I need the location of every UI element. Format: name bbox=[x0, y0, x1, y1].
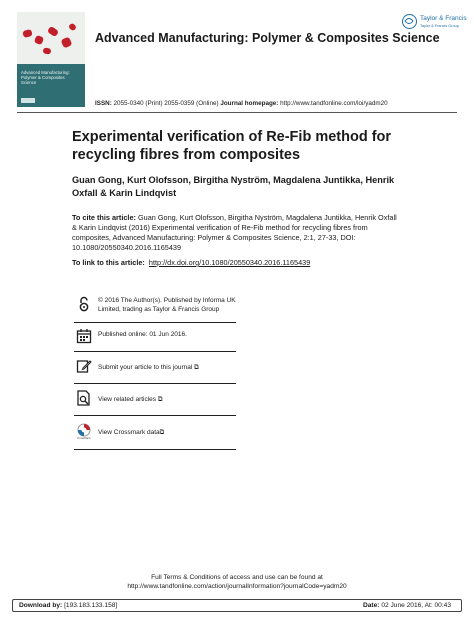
cover-publisher-logo bbox=[21, 98, 35, 103]
cover-fibre-shape bbox=[61, 37, 73, 49]
related-articles-label: View related articles bbox=[98, 396, 157, 403]
journal-cover-image bbox=[17, 12, 85, 107]
external-link-icon: ⧉ bbox=[194, 364, 199, 371]
external-link-icon: ⧉ bbox=[157, 396, 163, 403]
related-articles-link[interactable] bbox=[98, 396, 238, 405]
cover-fibre-shape bbox=[43, 47, 52, 54]
article-authors: Guan Gong, Kurt Olofsson, Birgitha Nyström, Magdalena Juntikka, Henrik Oxfall & Karin Lindqvist bbox=[72, 175, 395, 198]
download-by bbox=[19, 602, 117, 609]
open-access-icon bbox=[76, 296, 92, 312]
license-text: © 2016 The Author(s). Published by Informa UK Limited, trading as Taylor & Francis Group bbox=[98, 297, 236, 313]
link-label: To link to this article: bbox=[72, 258, 145, 267]
header-divider bbox=[17, 112, 457, 113]
journal-title: Advanced Manufacturing: Polymer & Composites Science bbox=[95, 31, 440, 45]
citation-label: To cite this article: bbox=[72, 213, 136, 222]
citation-text: Guan Gong, Kurt Olofsson, Birgitha Nyström, Magdalena Juntikka, Henrik Oxfall & Karin Lindqvist (2016) Experimental verification of Re-Fib method for recycling fibres from composites, Advanced Manufacturing: Polymer & Composites Science, 2:1, 27-33, DOI: 10.1080/20550340.2016.1165439 bbox=[72, 213, 397, 252]
issn-label: ISSN: bbox=[95, 100, 112, 107]
citation-block bbox=[72, 213, 400, 253]
related-articles-icon bbox=[76, 390, 92, 406]
homepage-label: Journal homepage: bbox=[220, 100, 279, 107]
edit-icon bbox=[76, 358, 92, 374]
cover-fibre-shape bbox=[47, 26, 59, 37]
download-ip: [193.183.133.158] bbox=[62, 602, 118, 609]
cover-title: Advanced Manufacturing: Polymer & Composites Science bbox=[21, 70, 70, 85]
info-divider bbox=[74, 383, 236, 384]
terms-footer bbox=[17, 573, 457, 591]
crossmark-icon bbox=[76, 423, 92, 439]
date-value: 02 June 2016, At: 00:43 bbox=[379, 602, 451, 609]
published-date: Published online: 01 Jun 2016. bbox=[98, 331, 187, 338]
calendar-icon bbox=[76, 328, 92, 344]
info-divider bbox=[74, 351, 236, 352]
publisher-circle-icon bbox=[402, 14, 417, 29]
publisher-subtitle: Taylor & Francis Group bbox=[420, 24, 459, 28]
info-divider bbox=[74, 449, 236, 450]
date-label: Date: bbox=[363, 602, 380, 609]
cover-fibre-shape bbox=[22, 29, 33, 38]
publisher-name: Taylor & Francis bbox=[420, 15, 467, 22]
download-date bbox=[363, 602, 451, 609]
terms-text: Full Terms & Conditions of access and use can be found at bbox=[151, 574, 323, 581]
external-link-icon: ⧉ bbox=[159, 429, 165, 436]
info-divider bbox=[74, 415, 236, 416]
submit-article-label: Submit your article to this journal bbox=[98, 364, 193, 371]
issn-text: 2055-0340 (Print) 2055-0359 (Online) bbox=[111, 100, 221, 107]
cover-photo bbox=[17, 12, 85, 64]
issn-line bbox=[95, 100, 388, 107]
publisher-logo[interactable] bbox=[402, 12, 468, 34]
article-doi-link[interactable]: http://dx.doi.org/10.1080/20550340.2016.1165439 bbox=[148, 258, 311, 267]
crossmark-label: View Crossmark data bbox=[98, 429, 160, 436]
cover-fibre-shape bbox=[68, 22, 77, 31]
homepage-link[interactable]: http://www.tandfonline.com/loi/yadm20 bbox=[278, 100, 388, 107]
submit-article-link[interactable] bbox=[98, 364, 238, 373]
download-label: Download by: bbox=[19, 602, 63, 609]
article-link-line bbox=[72, 258, 402, 268]
info-divider bbox=[74, 322, 236, 323]
cover-fibre-shape bbox=[34, 35, 44, 45]
crossmark-logo-text: CrossMark bbox=[77, 436, 91, 439]
terms-link[interactable]: http://www.tandfonline.com/action/journalInformation?journalCode=yadm20 bbox=[127, 583, 347, 590]
article-title: Experimental verification of Re-Fib method for recycling fibres from composites bbox=[72, 129, 392, 163]
download-info-bar bbox=[12, 599, 462, 612]
crossmark-link[interactable] bbox=[98, 429, 238, 438]
